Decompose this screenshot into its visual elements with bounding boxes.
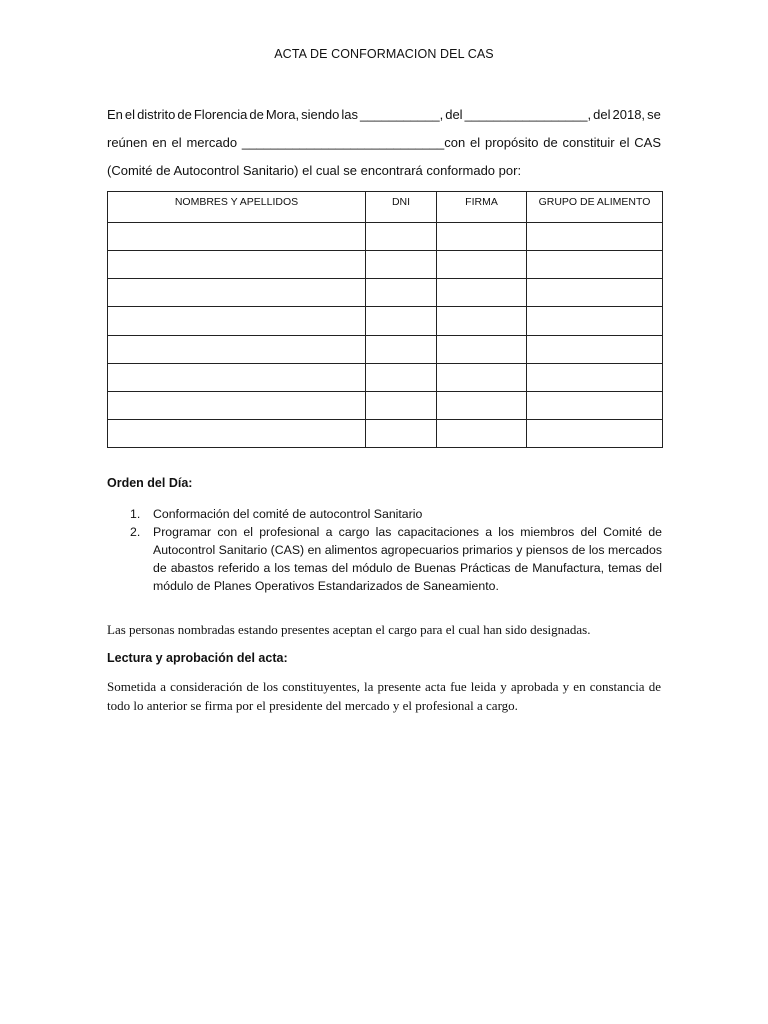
intro-word: las [341, 107, 359, 122]
intro-word: en [152, 135, 167, 150]
table-row [108, 363, 663, 391]
list-item-number: 1. [130, 507, 141, 521]
cell-dni [366, 391, 437, 419]
column-header-grupo: GRUPO DE ALIMENTO [527, 192, 663, 223]
cell-grupo [527, 251, 663, 279]
intro-word: el [470, 135, 481, 150]
cell-dni [366, 251, 437, 279]
intro-word: ____________________________con [241, 135, 466, 150]
members-table [107, 191, 663, 448]
intro-word: mercado [186, 135, 238, 150]
cell-grupo [527, 223, 663, 251]
agenda-heading: Orden del Día: [107, 476, 193, 490]
intro-word: En [107, 107, 123, 122]
cell-firma [437, 419, 527, 447]
intro-word: del [445, 107, 463, 122]
intro-word: Mora, [265, 107, 300, 122]
list-item [130, 505, 662, 523]
cell-nombres [108, 419, 366, 447]
intro-word: (Comité de Autocontrol Sanitario) el cual se encontrará conformado por: [107, 163, 522, 178]
column-header-dni: DNI [366, 192, 437, 223]
intro-word: Florencia [193, 107, 248, 122]
list-item-text: Programar con el profesional a cargo las capacitaciones a los miembros del Comité de Autocontrol Sanitario (CAS) en alimentos agropecuarios primarios y piensos de los mercados de abastos referido a los temas del módulo de Buenas Prácticas de Manufactura, temas del módulo de Planes Operativos Estandarizados de Saneamiento. [153, 525, 662, 593]
cell-dni [366, 307, 437, 335]
table-header-row [108, 192, 663, 223]
intro-word: propósito [484, 135, 539, 150]
cell-grupo [527, 335, 663, 363]
table-row [108, 223, 663, 251]
intro-word: siendo [301, 107, 340, 122]
cell-dni [366, 335, 437, 363]
cell-dni [366, 223, 437, 251]
cell-nombres [108, 391, 366, 419]
cell-grupo [527, 307, 663, 335]
cell-grupo [527, 279, 663, 307]
cell-nombres [108, 251, 366, 279]
cell-grupo [527, 391, 663, 419]
intro-word: constituir [562, 135, 615, 150]
column-header-firma: FIRMA [437, 192, 527, 223]
cell-grupo [527, 363, 663, 391]
table-row [108, 335, 663, 363]
intro-word: CAS [634, 135, 661, 150]
cell-firma [437, 223, 527, 251]
table-row [108, 251, 663, 279]
intro-word: de [249, 107, 264, 122]
cell-dni [366, 279, 437, 307]
table-row [108, 391, 663, 419]
intro-word: _________________, [464, 107, 592, 122]
intro-word: reúnen [107, 135, 148, 150]
table-row [108, 307, 663, 335]
document-title: ACTA DE CONFORMACION DEL CAS [274, 47, 494, 61]
intro-word: ___________, [360, 107, 444, 122]
cell-firma [437, 251, 527, 279]
cell-grupo [527, 419, 663, 447]
cell-dni [366, 363, 437, 391]
cell-firma [437, 391, 527, 419]
cell-dni [366, 419, 437, 447]
intro-word: el [124, 107, 136, 122]
table-row [108, 279, 663, 307]
intro-line-1 [107, 101, 661, 129]
list-item-text: Conformación del comité de autocontrol Sanitario [153, 507, 423, 521]
acceptance-paragraph: Las personas nombradas estando presentes aceptan el cargo para el cual han sido designadas. [107, 622, 591, 637]
column-header-nombres: NOMBRES Y APELLIDOS [108, 192, 366, 223]
cell-firma [437, 279, 527, 307]
intro-word: del [593, 107, 611, 122]
intro-word: se [647, 107, 661, 122]
cell-nombres [108, 363, 366, 391]
list-item-number: 2. [130, 525, 141, 539]
table-row [108, 419, 663, 447]
cell-firma [437, 335, 527, 363]
cell-nombres [108, 223, 366, 251]
intro-word: de [177, 107, 192, 122]
intro-word: el [619, 135, 630, 150]
reading-paragraph: Sometida a consideración de los constituyentes, la presente acta fue leida y aprobada y en constancia de todo lo anterior se firma por el presidente del mercado y el profesional a cargo. [107, 679, 661, 713]
table-body [108, 223, 663, 448]
cell-firma [437, 363, 527, 391]
intro-line-3 [107, 157, 661, 185]
intro-word: el [171, 135, 182, 150]
reading-heading: Lectura y aprobación del acta: [107, 651, 288, 665]
cell-nombres [108, 335, 366, 363]
cell-nombres [108, 307, 366, 335]
cell-firma [437, 307, 527, 335]
intro-word: distrito [137, 107, 176, 122]
agenda-list [130, 505, 662, 595]
intro-paragraph [107, 101, 661, 185]
intro-line-2 [107, 129, 661, 157]
intro-word: 2018, [612, 107, 646, 122]
cell-nombres [108, 279, 366, 307]
intro-word: de [543, 135, 558, 150]
list-item [130, 523, 662, 595]
